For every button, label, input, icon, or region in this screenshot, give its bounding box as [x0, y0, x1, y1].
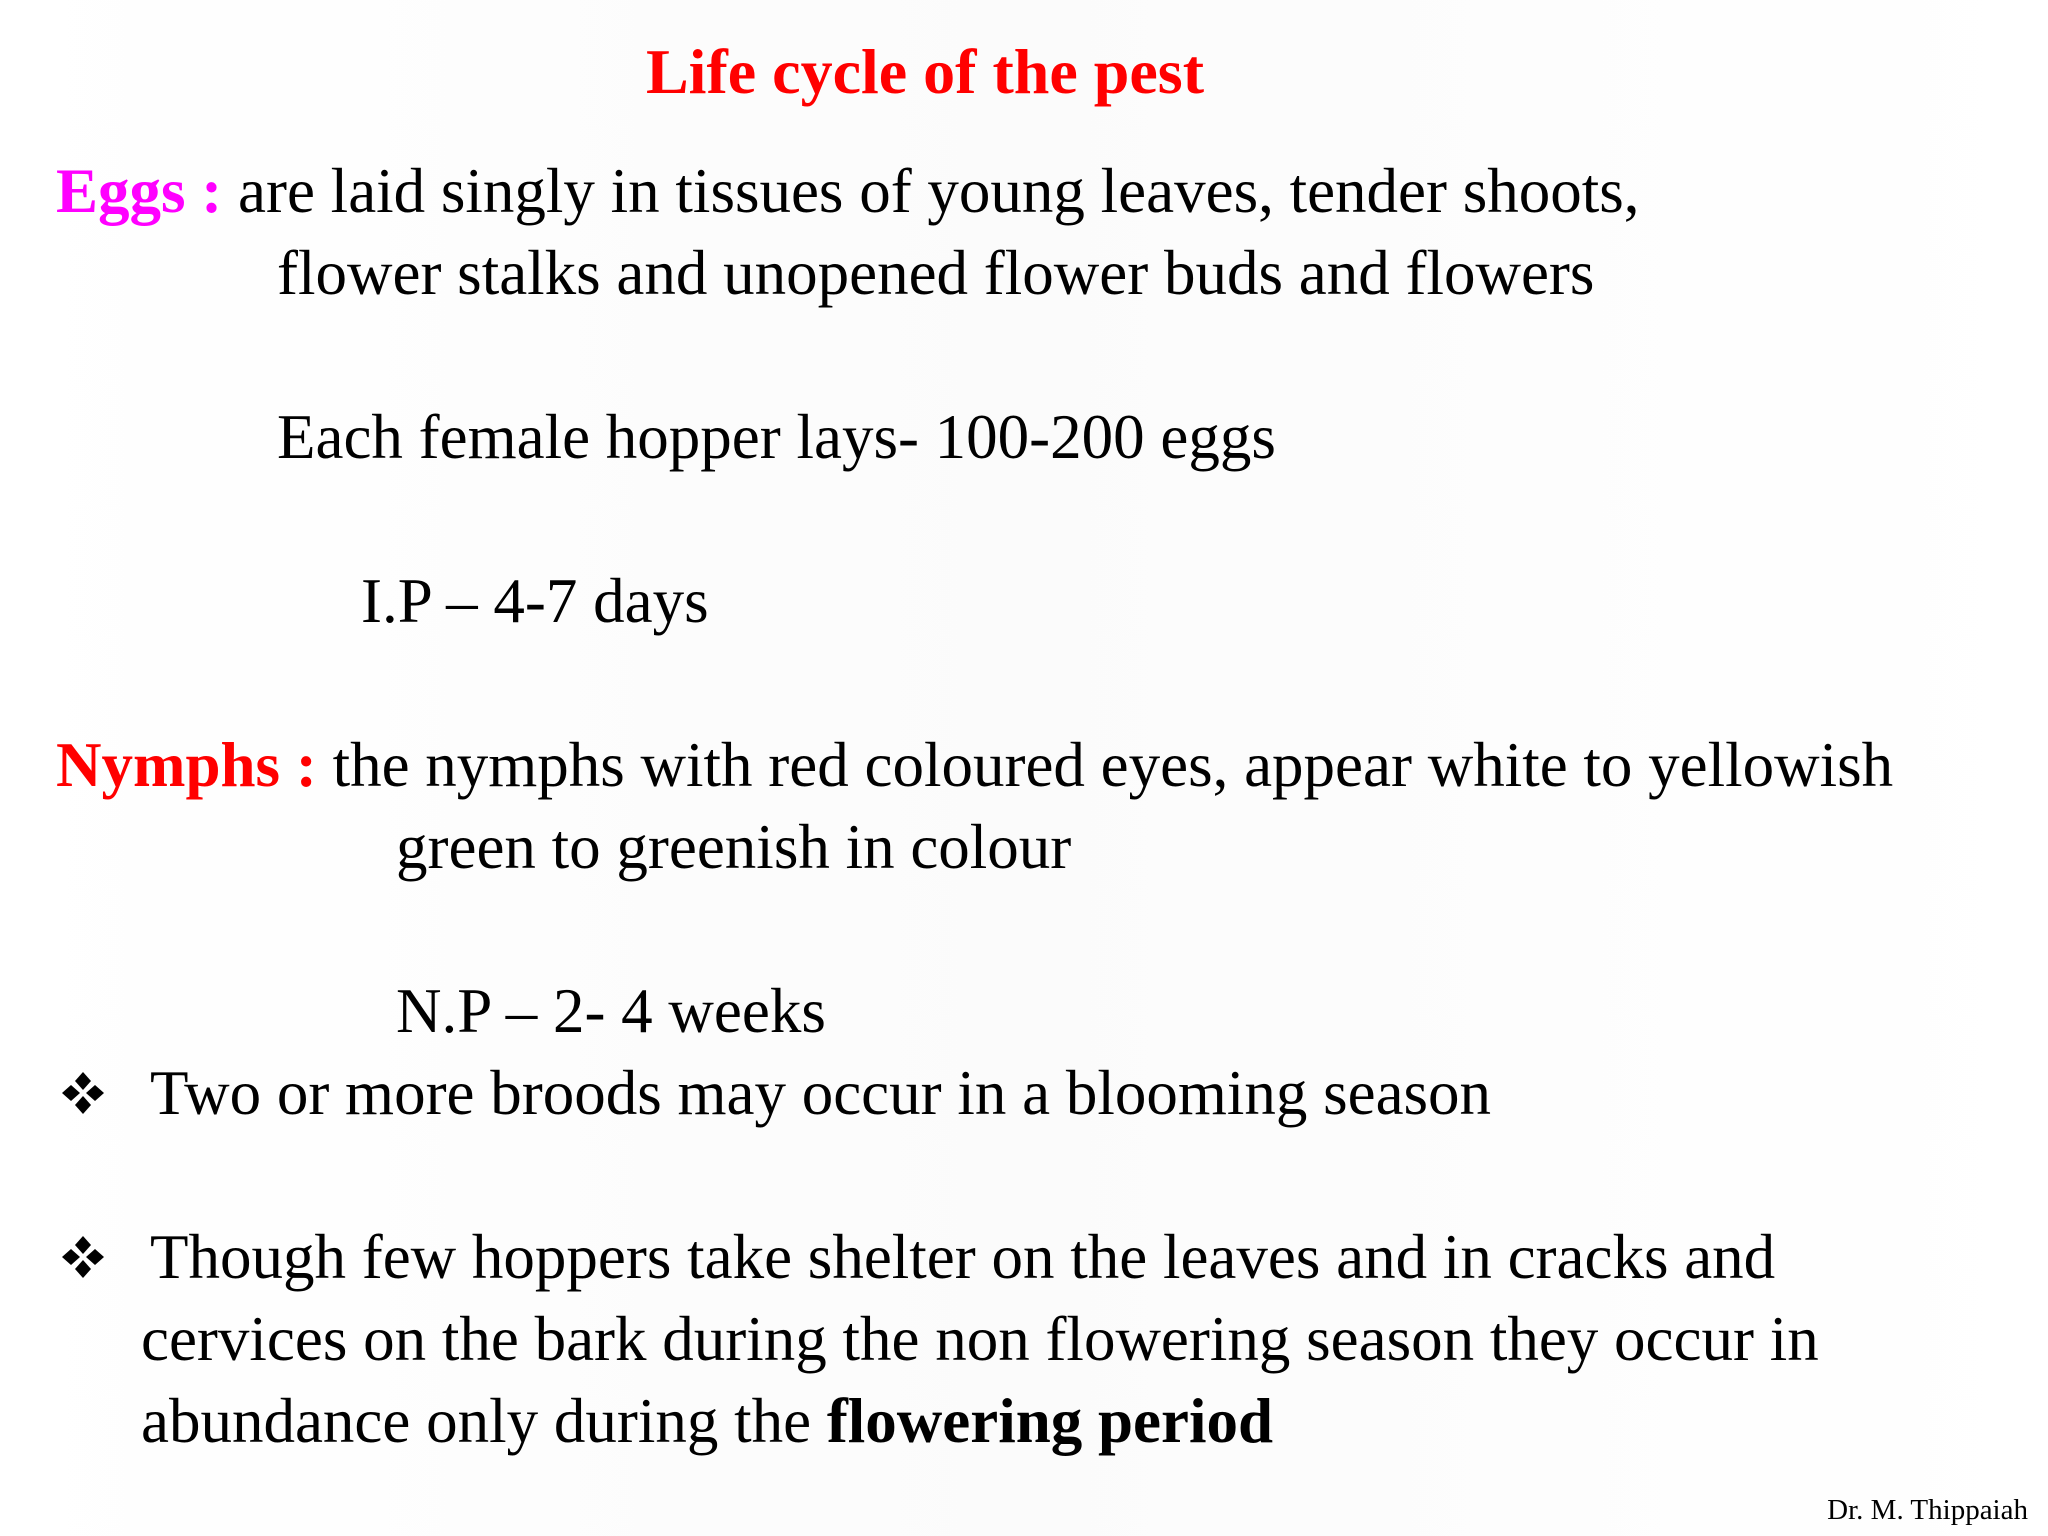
nymphs-label: Nymphs : — [56, 730, 317, 800]
nymphs-description-1: the nymphs with red coloured eyes, appear white to yellowish — [316, 730, 1894, 800]
nymphs-line-1 — [56, 725, 1893, 805]
slide-title: Life cycle of the pest — [645, 36, 1205, 107]
eggs-incubation-period: I.P – 4-7 days — [361, 566, 709, 636]
author-footer: Dr. M. Thippaiah — [1827, 1494, 2028, 1526]
bullet-text-shelter-2: cervices on the bark during the non flowering season they occur in — [141, 1304, 1819, 1374]
eggs-description-1: are laid singly in tissues of young leaves, tender shoots, — [222, 156, 1640, 226]
bullet-text-shelter-3 — [141, 1381, 1273, 1461]
nymphal-period: N.P – 2- 4 weeks — [396, 976, 826, 1046]
eggs-line-1 — [56, 151, 1640, 231]
eggs-description-2: flower stalks and unopened flower buds and flowers — [277, 238, 1595, 308]
four-diamond-bullet-icon — [60, 1234, 106, 1280]
bullet-text-broods: Two or more broods may occur in a blooming season — [150, 1058, 1492, 1128]
eggs-fecundity: Each female hopper lays- 100-200 eggs — [277, 402, 1276, 472]
four-diamond-bullet-icon — [60, 1070, 106, 1116]
eggs-label: Eggs : — [56, 156, 223, 226]
bullet-text-shelter-1: Though few hoppers take shelter on the leaves and in cracks and — [150, 1222, 1776, 1292]
nymphs-description-2: green to greenish in colour — [396, 812, 1072, 882]
flowering-period-emphasis: flowering period — [826, 1386, 1274, 1456]
bullet-text-shelter-3-plain: abundance only during the — [141, 1386, 827, 1456]
